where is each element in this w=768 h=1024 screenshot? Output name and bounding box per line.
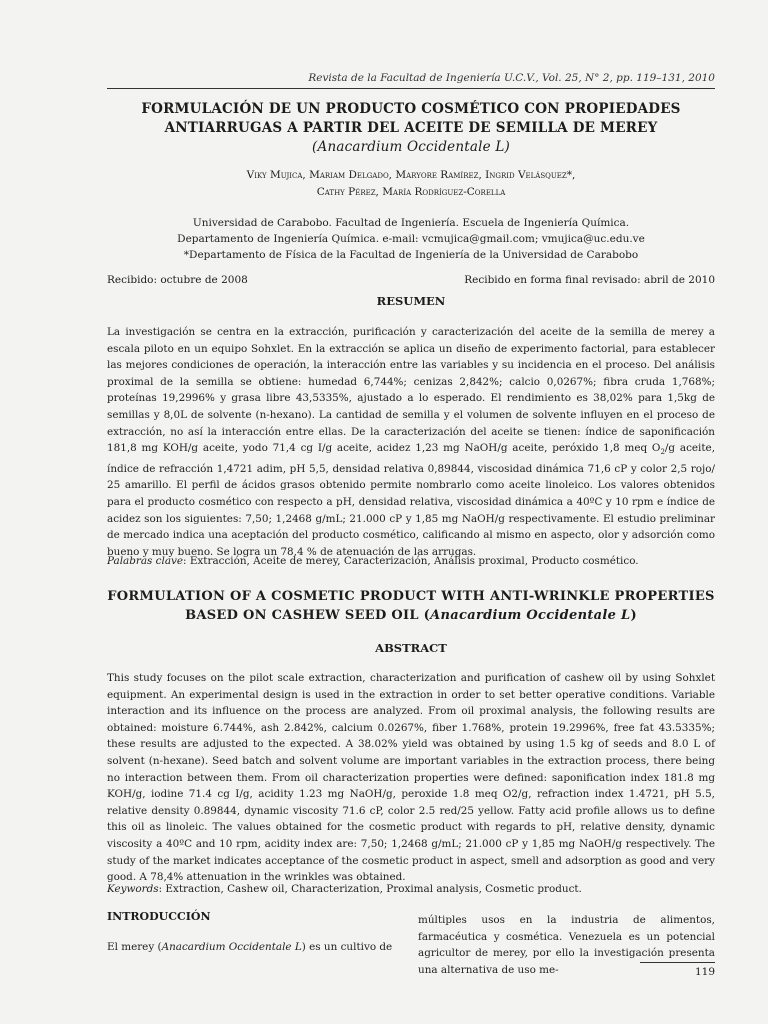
intro-left-column xyxy=(107,910,405,956)
intro-species: Anacardium Occidentale L xyxy=(161,941,302,953)
affiliation-2: Departamento de Ingeniería Química. e-mail: vcmujica@gmail.com; vmujica@uc.edu.ve xyxy=(177,233,645,245)
abstract-body: This study focuses on the pilot scale extraction, characterization and purification of cashew oil by using Sohxlet equipment. An experimental design is used in the extraction in order to set better operative conditions. Variable interaction and its influence on the process are analyzed. From oil proximal analysis, the following results are obtained: moisture 6.744%, ash 2.842%, calcium 0.0267%, fiber 1.768%, protein 19.2996%, free fat 43.5335%; these results are adjusted to the expected. A 38.02% yield was obtained by using 1.5 kg of seeds and 8.0 L of solvent (n-hexane). Seed batch and solvent volume are important variables in the extraction process, there being no interaction between them. From oil characterization properties were defined: saponification index 181.8 mg KOH/g, iodine 71.4 cg I/g, acidity 1.23 mg NaOH/g, peroxide 1.8 meq O2/g, refraction index 1.4721, pH 5.5, relative density 0.89844, dynamic viscosity 71.6 cP, color 2.5 red/25 yellow. Fatty acid profile allows us to define this oil as linoleic. The values obtained for the cosmetic product with regards to pH, relative density, dynamic viscosity a 40ºC and 10 rpm, acidity index are: 7,50; 1,2468 g/mL; 21.000 cP y 1,85 mg NaOH/g respectively. The study of the market indicates acceptance of the cosmetic product in aspect, smell and adsorption as good and very good. A 78,4% attenuation in the wrinkles was obtained. xyxy=(107,672,715,884)
title-es-line-1: FORMULACIÓN DE UN PRODUCTO COSMÉTICO CON PROPIEDADES xyxy=(141,101,681,117)
title-es-line-2: ANTIARRUGAS A PARTIR DEL ACEITE DE SEMILLA DE MEREY xyxy=(164,120,658,136)
palabras-clave xyxy=(107,553,715,569)
affiliations xyxy=(107,215,715,263)
keywords-text: : Extraction, Cashew oil, Characterization, Proximal analysis, Cosmetic product. xyxy=(158,883,582,895)
article-title-english xyxy=(107,587,715,625)
abstract-heading: ABSTRACT xyxy=(375,641,447,655)
author-list xyxy=(107,167,715,201)
resumen-text-1: La investigación se centra en la extracción, purificación y caracterización del aceite de la semilla de merey a escala piloto en un equipo Sohxlet. En la extracción se aplica un diseño de experimento factorial, para establecer las mejores condiciones de operación, la interacción entre las variables y su incidencia en el proceso. Del análisis proximal de la semilla se obtiene: humedad 6,744%; cenizas 2,842%; calcio 0,0267%; fibra cruda 1,768%; proteínas 19,2996% y grasa libre 43,5335%, ajustado a lo esperado. El rendimiento es 38,02% para 1,5kg de semillas y 8,0L de solvente (n-hexano). La cantidad de semilla y el volumen de solvente influyen en el proceso de extracción, no así la interacción entre ellas. De la caracterización del aceite se tienen: índice de saponificación 181,8 mg KOH/g aceite, yodo 71,4 cg I/g aceite, acidez 1,23 mg NaOH/g aceite, peróxido 1,8 meq O xyxy=(107,326,715,455)
header-divider xyxy=(107,88,715,89)
authors-line-1: Viky Mujica, Mariam Delgado, Maryore Ramírez, Ingrid Velásquez*, xyxy=(246,169,576,181)
title-en-prefix: BASED ON CASHEW SEED OIL ( xyxy=(185,608,431,623)
authors-line-2: Cathy Pérez, María Rodríguez-Corella xyxy=(316,186,506,198)
intro-prefix: El merey ( xyxy=(107,941,162,953)
title-en-species: Anacardium Occidentale L xyxy=(430,608,631,623)
affiliation-3: *Departamento de Física de la Facultad de Ingeniería de la Universidad de Carabobo xyxy=(183,249,639,261)
resumen-subscript: 2 xyxy=(660,448,665,457)
received-final-date: Recibido en forma final revisado: abril de 2010 xyxy=(464,274,715,286)
introduccion-left-text xyxy=(107,939,405,956)
title-es-species: (Anacardium Occidentale L) xyxy=(312,139,510,155)
keywords-label: Keywords xyxy=(107,883,159,895)
keywords xyxy=(107,881,715,897)
page-number: 119 xyxy=(694,966,715,978)
introduccion-heading: INTRODUCCIÓN xyxy=(107,910,211,923)
intro-suffix: ) es un cultivo de xyxy=(301,941,393,953)
received-date: Recibido: octubre de 2008 xyxy=(107,274,248,286)
palabras-clave-text: : Extracción, Aceite de merey, Caracterización, Análisis proximal, Producto cosmético. xyxy=(183,555,639,567)
received-dates xyxy=(107,274,715,286)
palabras-clave-label: Palabras clave xyxy=(107,555,184,567)
journal-header: Revista de la Facultad de Ingeniería U.C.V., Vol. 25, N° 2, pp. 119–131, 2010 xyxy=(308,72,715,84)
title-en-line-1: FORMULATION OF A COSMETIC PRODUCT WITH ANTI-WRINKLE PROPERTIES xyxy=(107,589,715,604)
affiliation-1: Universidad de Carabobo. Facultad de Ingeniería. Escuela de Ingeniería Química. xyxy=(192,217,630,229)
resumen-text-2: /g aceite, índice de refracción 1,4721 adim, pH 5,5, densidad relativa 0,89844, viscosidad dinámica 71,6 cP y color 2,5 rojo/ 25 amarillo. El perfil de ácidos grasos obtenido permite nombrarlo como aceite linoleico. Los valores obtenidos para el producto cosmético con respecto a pH, densidad relativa, viscosidad dinámica a 40ºC y 10 rpm e índice de acidez son los siguientes: 7,50; 1,2468 g/mL; 21.000 cP y 1,85 mg NaOH/g respectivamente. El estudio preliminar de mercado indica una aceptación del producto cosmético, calificando al mismo en aspecto, olor y adsorción como bueno y muy bueno. Se logra un 78,4 % de atenuación de las arrugas. xyxy=(107,442,715,558)
resumen-body xyxy=(107,324,715,560)
footer-divider xyxy=(640,962,715,963)
article-title-spanish xyxy=(107,100,715,157)
title-en-line-2 xyxy=(107,606,715,625)
title-en-suffix: ) xyxy=(630,608,637,623)
resumen-heading: RESUMEN xyxy=(376,294,446,308)
introduccion-right-text: múltiples usos en la industria de alimentos, farmacéutica y cosmética. Venezuela es un potencial agricultor de merey, por ello la investigación presenta una alternativa de uso me- xyxy=(418,914,715,976)
